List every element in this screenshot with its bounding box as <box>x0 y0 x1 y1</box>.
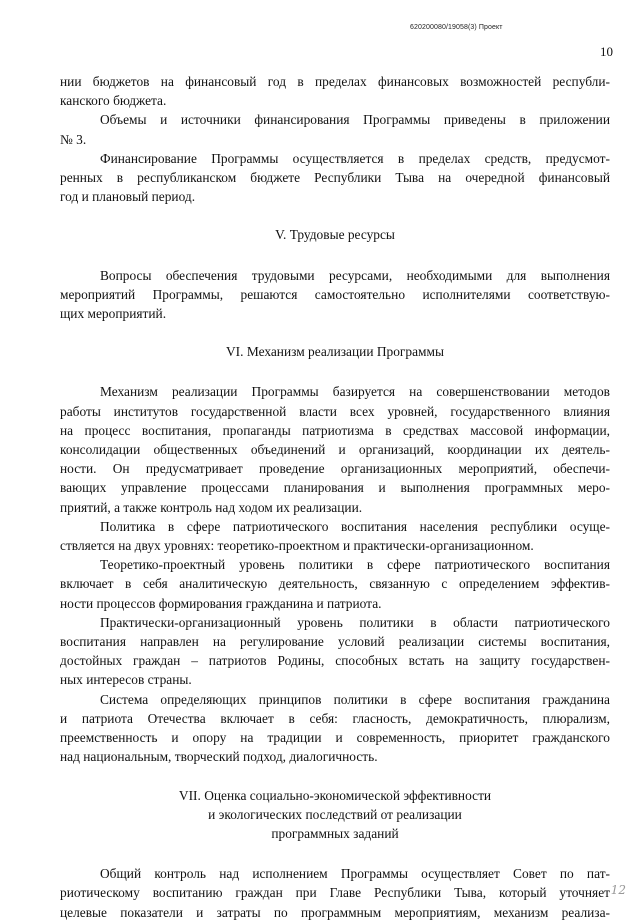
text-line: включает в себя аналитическую деятельность, связанную с определением эффектив- <box>60 576 610 592</box>
text-line: воспитания направлен на регулирование условий реализации системы воспитания, <box>60 634 610 650</box>
text-line: вающих управление процессами планирования и выполнения программных меро- <box>60 480 610 496</box>
text-line: консолидации общественных объединений и организаций, координации их деятель- <box>60 442 610 458</box>
text-line: ренных в республиканском бюджете Республики Тыва на очередной финансовый <box>60 170 610 186</box>
funding-paragraphs <box>60 72 610 206</box>
paragraph <box>60 613 610 690</box>
section-7-title-line: VII. Оценка социально-экономической эффективности <box>178 787 492 803</box>
text-line: достойных граждан – патриотов Родины, способных встать на защиту государствен- <box>60 653 610 669</box>
section-6-title: VI. Механизм реализации Программы <box>226 344 444 360</box>
section-5-text <box>60 266 610 324</box>
text-line: ных интересов страны. <box>60 672 192 688</box>
paragraph <box>60 382 610 516</box>
paragraph <box>60 690 610 767</box>
text-line: Политика в сфере патриотического воспитания населения республики осуще- <box>100 518 610 534</box>
text-line: преемственность и опору на традиции и современность, приоритет гражданского <box>60 730 610 746</box>
paragraph <box>60 864 610 922</box>
text-line: № 3. <box>60 131 87 147</box>
paragraph <box>60 555 610 613</box>
text-line: ности. Он предусматривает проведение организационных мероприятий, обеспечи- <box>60 461 610 477</box>
text-line: Общий контроль над исполнением Программы осуществляет Совет по пат- <box>100 866 610 882</box>
text-line: щих мероприятий. <box>60 306 167 322</box>
document-code: 620200080/19058(3) Проект <box>410 24 503 31</box>
paragraph <box>60 110 610 148</box>
page-number: 10 <box>600 44 613 59</box>
text-line: Практически-организационный уровень политики в области патриотического <box>100 614 610 630</box>
paragraph <box>60 149 610 207</box>
text-line: ности процессов формирования гражданина и патриота. <box>60 595 382 611</box>
handwritten-page-mark: 12 <box>610 883 626 897</box>
text-line: Система определяющих принципов политики в сфере воспитания гражданина <box>100 691 610 707</box>
text-line: год и плановый период. <box>60 189 196 205</box>
text-line: Теоретико-проектный уровень политики в сфере патриотического воспитания <box>100 557 610 573</box>
paragraph <box>60 517 610 555</box>
text-line: приятий, а также контроль над ходом их реализации. <box>60 499 363 515</box>
text-line: ствляется на двух уровнях: теоретико-проектном и практически-организационном. <box>60 538 534 554</box>
text-line: канского бюджета. <box>60 93 167 109</box>
text-line: Механизм реализации Программы базируется на совершенствовании методов <box>100 384 610 400</box>
paragraph <box>60 72 610 110</box>
text-line: нии бюджетов на финансовый год в пределах финансовых возможностей республи- <box>60 74 610 89</box>
document-body <box>60 72 610 922</box>
text-line: риотическому воспитанию граждан при Главе Республики Тыва, который уточняет <box>60 885 610 901</box>
section-7-title-line: и экологических последствий от реализации <box>208 806 462 822</box>
text-line: Вопросы обеспечения трудовыми ресурсами, необходимыми для выполнения <box>100 267 610 283</box>
section-7-title-line: программных заданий <box>271 825 399 841</box>
text-line: мероприятий Программы, решаются самостоятельно исполнителями соответствую- <box>60 286 610 302</box>
text-line: работы институтов государственной власти всех уровней, государственного влияния <box>60 403 610 419</box>
text-line: Финансирование Программы осуществляется в пределах средств, предусмот- <box>100 150 610 166</box>
text-line: и патриота Отечества включает в себя: гласность, демократичность, плюрализм, <box>60 710 610 726</box>
text-line: Объемы и источники финансирования Программы приведены в приложении <box>100 112 610 128</box>
paragraph <box>60 266 610 324</box>
text-line: целевые показатели и затраты по программным мероприятиям, механизм реализа- <box>60 904 610 920</box>
section-6-text <box>60 382 610 766</box>
text-line: над национальным, творческий подход, диалогичность. <box>60 749 378 765</box>
section-5-title: V. Трудовые ресурсы <box>275 227 395 243</box>
section-7-text <box>60 864 610 922</box>
text-line: на процесс воспитания, пропаганды патриотизма в средствах массовой информации, <box>60 422 610 438</box>
